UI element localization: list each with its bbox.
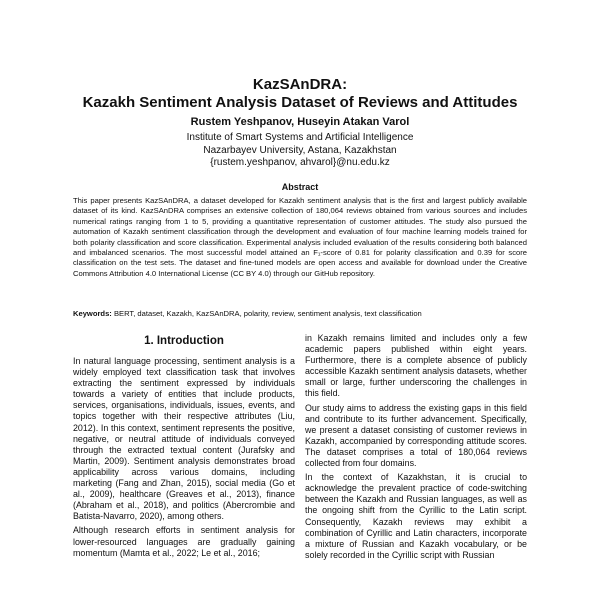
paper-title [0, 76, 600, 112]
right-column [305, 333, 527, 564]
affiliation [0, 132, 600, 170]
authors: Rustem Yeshpanov, Huseyin Atakan Varol [190, 116, 410, 128]
title-line-1: KazSAnDRA: [252, 76, 348, 93]
section-heading: 1. Introduction [144, 335, 224, 347]
affiliation-institute: Institute of Smart Systems and Artificial Intelligence [186, 132, 414, 143]
keywords-label: Keywords: [73, 309, 112, 318]
keywords [73, 309, 527, 319]
left-paragraph-1: In natural language processing, sentiment analysis is a widely employed text classification task that involves extracting the sentiment expressed by individuals towards a variety of entities that include products, services, organisations, individuals, issues, events, and topics together with their respective attributes (Liu, 2012). In this context, sentiment represents the positive, negative, or neutral attitude of individuals conveyed through the extracted textual content (Jurafsky and Martin, 2009). Sentiment analysis demonstrates broad applicability across various domains, including marketing (Fang and Zhan, 2015), social media (Go et al., 2009), healthcare (Greaves et al., 2013), finance (Abraham et al., 2018), and politics (Abercrombie and Batista-Navarro, 2020), among others. [73, 356, 295, 522]
abstract-text: This paper presents KazSAnDRA, a dataset developed for Kazakh sentiment analysis that is the first and largest publicly available dataset of its kind. KazSAnDRA comprises an extensive collection of 180,064 reviews obtained from various sources and includes numerical ratings ranging from 1 to 5, providing a quantitative representation of customer attitudes. The study also pursued the automation of Kazakh sentiment classification through the development and evaluation of four machine learning models trained for both polarity classification and score classification. Experimental analysis included evaluation of the results considering both balanced and imbalanced scenarios. The most successful model attained an F₁-score of 0.81 for polarity classification and 0.39 for score classification on the test sets. The dataset and fine-tuned models are open access and available for download under the Creative Commons Attribution 4.0 International License (CC BY 4.0) through our GitHub repository. [73, 196, 527, 278]
left-paragraph-2: Although research efforts in sentiment analysis for lower-resourced languages are gradually gaining momentum (Mamta et al., 2022; Le et al., 2016; [73, 525, 295, 558]
right-paragraph-2: Our study aims to address the existing gaps in this field and contribute to its further advancement. Specifically, we present a dataset consisting of customer reviews in Kazakh, accompanied by corresponding attitude scores. The dataset comprises a total of 180,064 reviews collected from four domains. [305, 402, 527, 469]
affiliation-university: Nazarbayev University, Astana, Kazakhstan [203, 144, 397, 156]
right-paragraph-3: In the context of Kazakhstan, it is crucial to acknowledge the prevalent practice of code-switching between the Kazakh and Russian languages, as well as the ongoing shift from the Cyrillic to the Latin script. Consequently, Kazakh reviews may exhibit a combination of Cyrillic and Latin characters, incorporate a mixture of Russian and Kazakh vocabulary, or be solely recorded in the Cyrillic script with Russian [305, 472, 527, 560]
right-paragraph-1: in Kazakh remains limited and includes only a few academic papers published within eight years. Furthermore, there is a complete absence of publicly accessible Kazakh sentiment analysis datasets, whether small or large, further underscoring the challenges in this field. [305, 333, 527, 399]
keywords-text: BERT, dataset, Kazakh, KazSAnDRA, polarity, review, sentiment analysis, text classification [111, 309, 422, 318]
left-column [73, 334, 295, 562]
title-line-2: Kazakh Sentiment Analysis Dataset of Reviews and Attitudes [82, 94, 518, 111]
affiliation-email: {rustem.yeshpanov, ahvarol}@nu.edu.kz [210, 157, 390, 168]
abstract-heading: Abstract [281, 182, 319, 192]
